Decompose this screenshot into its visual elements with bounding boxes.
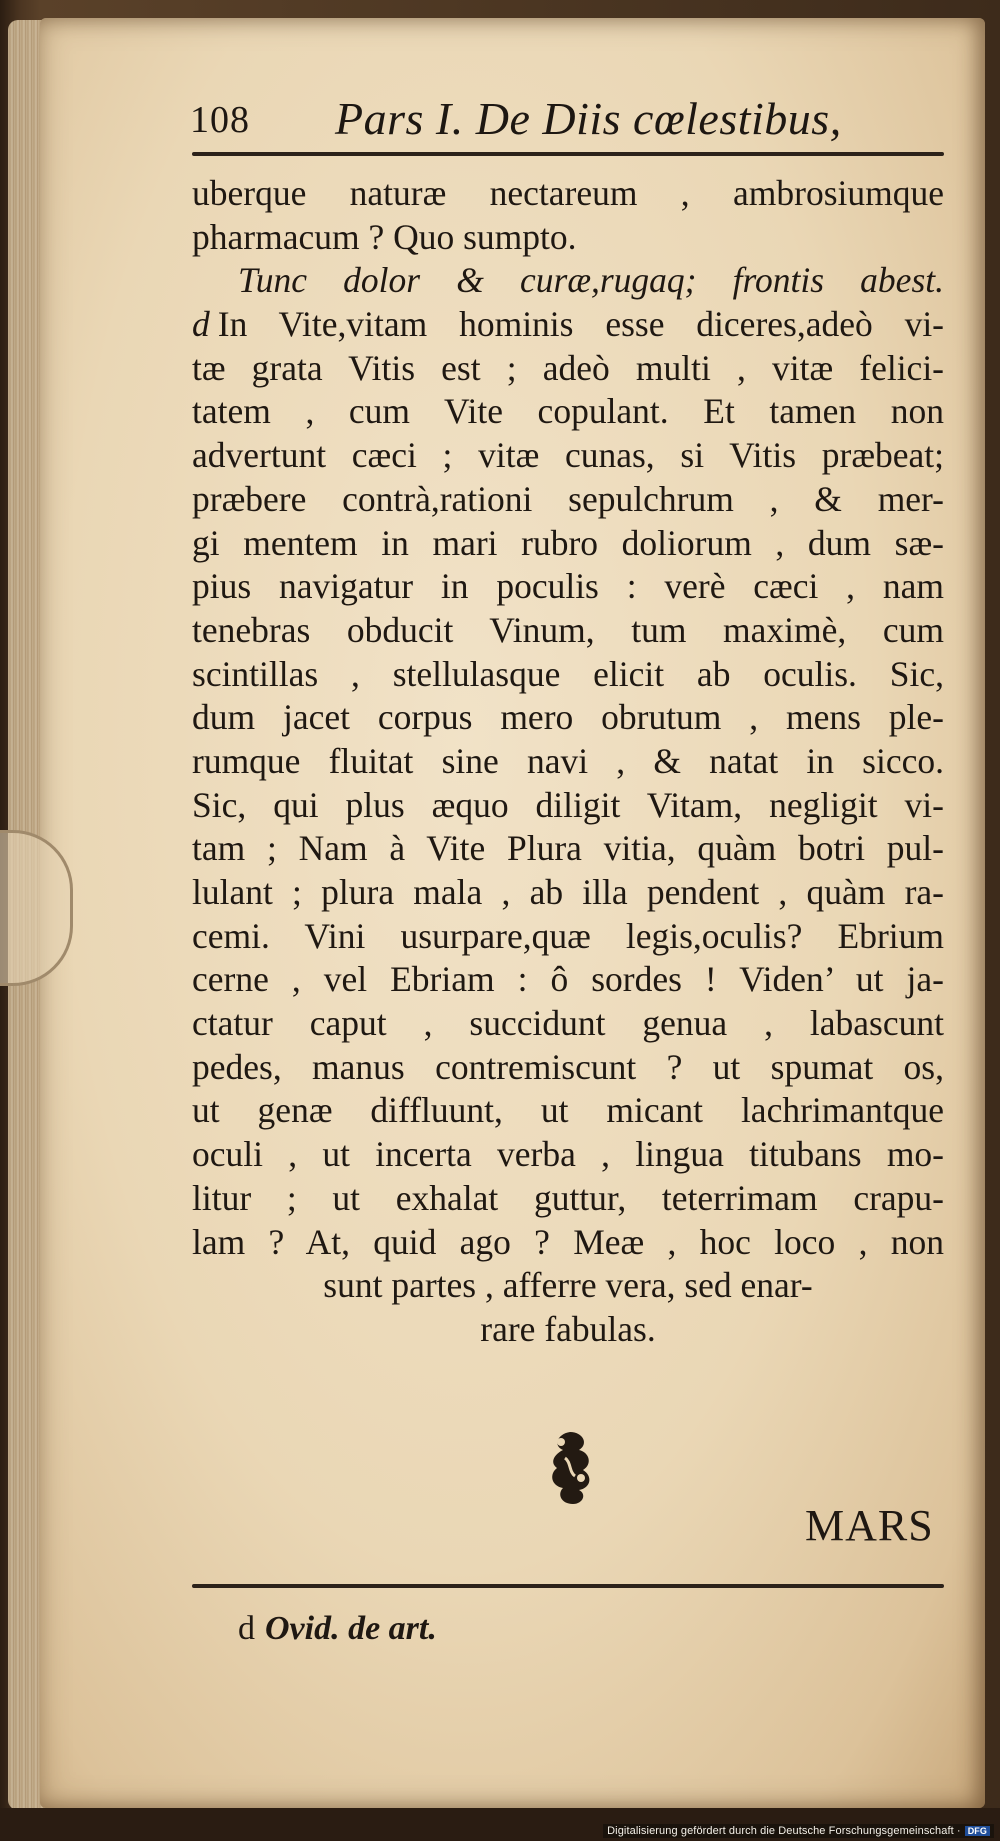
text-line: cerne , vel Ebriam : ô sordes ! Viden’ ut ja- <box>192 959 944 1000</box>
footnote <box>238 1610 437 1648</box>
text-line: præbere contrà,rationi sepulchrum , & mer- <box>192 478 944 519</box>
text-line: tatem , cum Vite copulant. Et tamen non <box>192 391 944 432</box>
text-line: litur ; ut exhalat guttur, teterrimam crapu- <box>192 1177 944 1218</box>
header-rule <box>192 152 944 156</box>
footnote-rule <box>192 1584 944 1588</box>
verse-quote: Tunc dolor & curæ,rugaq; frontis abest. <box>238 260 944 301</box>
scan-bottom-strip <box>0 1808 1000 1841</box>
text-line: tam ; Nam à Vite Plura vitia, quàm botri pul- <box>192 828 944 869</box>
text-line: cemi. Vini usurpare,quæ legis,oculis? Ebrium <box>192 915 944 956</box>
closing-line: rare fabulas. <box>480 1308 656 1349</box>
footnote-letter: d <box>238 1610 255 1647</box>
text-line: tenebras obducit Vinum, tum maximè, cum <box>192 609 944 650</box>
text-line: gi mentem in mari rubro doliorum , dum sæ- <box>192 522 944 563</box>
catchword: MARS <box>805 1501 934 1550</box>
dfg-logo-icon: DFG <box>965 1826 990 1836</box>
text-line: lam ? At, quid ago ? Meæ , hoc loco , non <box>192 1221 944 1262</box>
text-line: advertunt cæci ; vitæ cunas, si Vitis præbeat; <box>192 435 944 476</box>
text-line: pedes, manus contremiscunt ? ut spumat os, <box>192 1046 944 1087</box>
text-line: tæ grata Vitis est ; adeò multi , vitæ felici- <box>192 347 944 388</box>
text-line: oculi , ut incerta verba , lingua titubans mo- <box>192 1134 944 1175</box>
credit-text: Digitalisierung gefördert durch die Deutsche Forschungsgemeinschaft · <box>607 1825 961 1837</box>
note-marker: d <box>192 304 210 345</box>
fleuron-ornament-icon <box>535 1428 605 1508</box>
text-line: pharmacum ? Quo sumpto. <box>192 216 577 257</box>
text-line: ctatur caput , succidunt genua , labascunt <box>192 1003 944 1044</box>
text-line: rumque fluitat sine navi , & natat in sicco. <box>192 740 944 781</box>
footnote-reference: Ovid. de art. <box>265 1610 437 1647</box>
page-number: 108 <box>190 99 250 141</box>
text-line: Sic, qui plus æquo diligit Vitam, negligit vi- <box>192 784 944 825</box>
closing-line: sunt partes , afferre vera, sed enar- <box>323 1265 813 1306</box>
running-title: Pars I. De Diis cœlestibus, <box>335 93 842 144</box>
digitization-credit <box>603 1824 994 1838</box>
body-text <box>192 172 944 1352</box>
text-line: uberque naturæ nectareum , ambrosiumque <box>192 173 944 213</box>
text-line: scintillas , stellulasque elicit ab oculis. Sic, <box>192 653 944 694</box>
text-line: ut genæ diffluunt, ut micant lachrimantque <box>192 1090 944 1131</box>
text-line: pius navigatur in poculis : verè cæci , nam <box>192 566 944 607</box>
page-header <box>190 92 950 152</box>
text-line: lulant ; plura mala , ab illa pendent , quàm ra- <box>192 872 944 912</box>
text-line: dum jacet corpus mero obrutum , mens ple- <box>192 697 944 738</box>
text-line <box>192 303 944 347</box>
text-line-content: In Vite,vitam hominis esse diceres,adeò vi- <box>217 304 944 345</box>
